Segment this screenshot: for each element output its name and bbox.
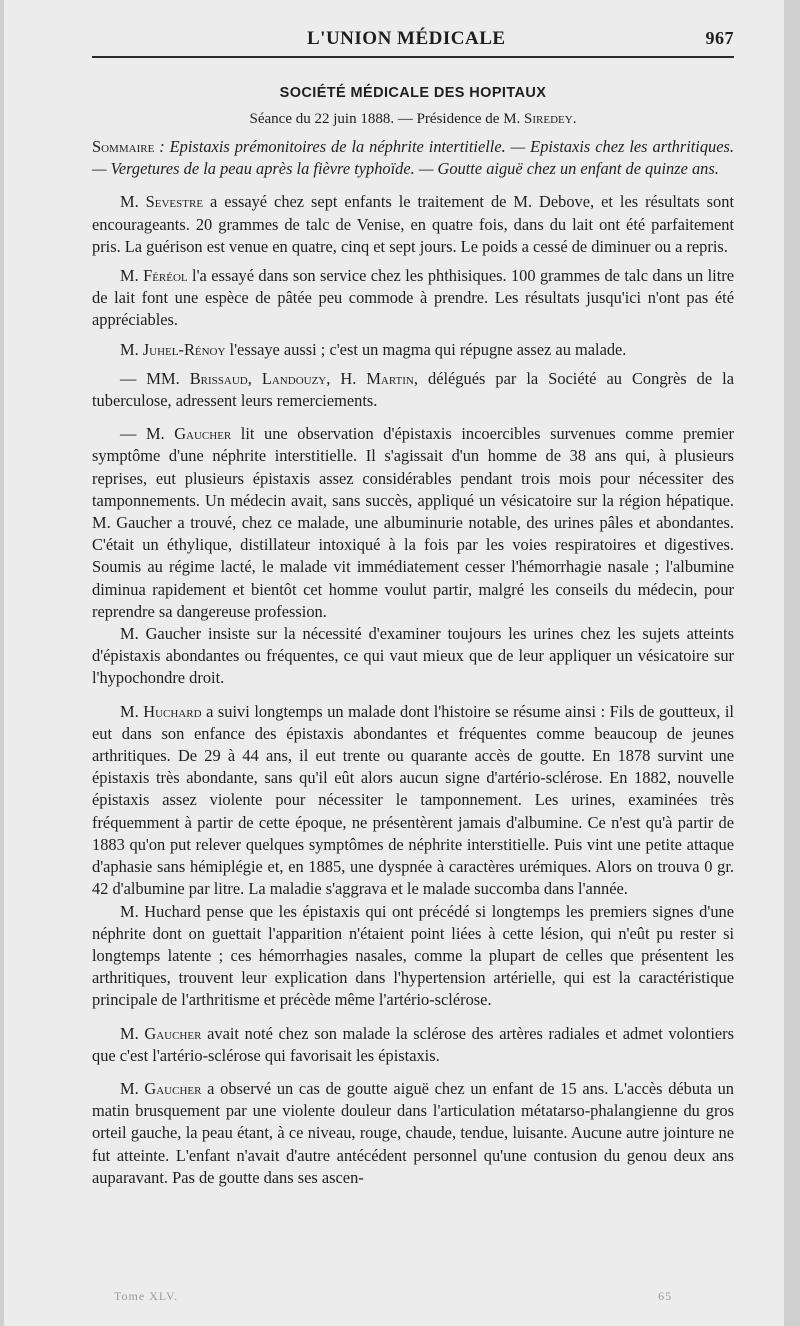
speaker-name: Brissaud, Landouzy, H. Martin [189,368,414,388]
para-text: M. Gaucher insiste sur la nécessité d'examiner toujours les urines chez les sujets atteints d'épistaxis abondantes ou fréquentes, ce qui vaut mieux que de leur appliquer un vésicatoire sur l'hypochondre droit. [92,624,734,688]
journal-title: L'UNION MÉDICALE [307,28,506,49]
para-text: l'a essayé dans son service chez les phthisiques. 100 grammes de talc dans un litre de lait font une espèce de pâtée peu commode à prendre. Les résultats jusqu'ici n'ont pas été appréciables. [92,266,734,330]
president-name: Siredey [524,111,573,127]
speaker-name: Gaucher [144,1023,202,1043]
para-prefix: M. [120,1078,145,1098]
para-prefix: M. [120,1023,145,1043]
paragraph [92,339,734,361]
paragraph [92,1023,734,1067]
para-text: a essayé chez sept enfants le traitement de M. Debove, et les résultats sont encourageants. 20 grammes de talc de Venise, en quatre fois, dans du lait ont été parfaitement pris. La guérison est venue en quatre, cinq et sept jours. Le poids a cessé de diminuer ou a repris. [92,192,734,256]
paragraph [92,701,734,901]
paragraph [92,1078,734,1189]
paragraph [92,901,734,1012]
footer-page: 65 [658,1289,673,1303]
speaker-name: Sevestre [145,192,204,212]
para-prefix: M. [120,192,146,212]
session-end: . [572,111,577,127]
para-text: a observé un cas de goutte aiguë chez un enfant de 15 ans. L'accès débuta un matin brusquement par une violente douleur dans l'articulation métatarso-phalangienne du gros orteil gauche, la peau étant, à ce niveau, rouge, chaude, tendue, luisante. Aucune autre jointure ne fut atteinte. L'enfant n'avait d'autre antécédent personnel qu'une contusion du genou deux ans auparavant. Pas de goutte dans ses ascen- [92,1078,734,1187]
para-prefix: M. [120,339,143,359]
para-text: avait noté chez son malade la sclérose des artères radiales et admet volontiers que c'est l'artério-sclérose qui favorisait les épistaxis. [92,1023,734,1065]
paragraph [92,265,734,332]
speaker-name: Féréol [143,266,188,286]
para-text: a suivi longtemps un malade dont l'histoire se résume ainsi : Fils de goutteux, il eut dans son enfance des épistaxis abondantes et fréquentes comme beaucoup de jeunes arthritiques. De 29 à 44 ans, il eut trente ou quarante accès de goutte. En 1878 survint une épistaxis très abondante, sans qu'il eût alors aucun signe d'artério-sclérose. En 1882, nouvelle épistaxis assez violente pour nécessiter le tamponnement. Les urines, examinées très fréquemment à partir de cette époque, ne présentèrent jamais d'albumine. Ce n'est qu'à partir de 1883 qu'on put relever quelques symptômes de néphrite interstitielle. Puis vint une petite attaque d'aphasie sans hémiplégie et, en 1885, une dyspnée à caractères urémiques. Alors on trouva 0 gr. 42 d'albumine par litre. La maladie s'aggrava et le malade succomba dans l'année. [92,701,734,899]
summary-text: : Epistaxis prémonitoires de la néphrite intertitielle. — Epistaxis chez les arthritiques. — Vergetures de la peau après la fièvre typhoïde. — Goutte aiguë chez un enfant de quinze ans. [92,137,734,179]
paragraph [92,191,734,258]
para-text: l'essaye aussi ; c'est un magma qui répugne assez au malade. [225,339,627,359]
para-prefix: — M. [120,424,175,444]
paragraph [92,623,734,690]
para-prefix: — MM. [120,368,190,388]
summary-label: Sommaire [92,137,155,156]
para-prefix: M. [120,266,144,286]
para-text: , délégués par la Société au Congrès de la tuberculose, adressent leurs remerciements. [92,368,734,411]
session-line [92,111,734,128]
para-text: lit une observation d'épistaxis incoercibles survenues comme premier symptôme d'une néphrite interstitielle. Il s'agissait d'un homme de 38 ans qui, à plusieurs reprises, eut plusieurs épistaxis assez considérables pendant trois mois pour nécessiter des tamponnements. Un médecin avait, sans succès, appliqué un vésicatoire sur la région hépatique. M. Gaucher a trouvé, chez ce malade, une albuminurie notable, des urines pâles et abondantes. C'était un éthylique, distillateur intoxiqué à la fois par les voies respiratoires et digestives. Soumis au régime lacté, le malade vit immédiatement cesser l'hémorrhagie nasale ; l'albumine diminua rapidement et bientôt cet homme voulut partir, malgré les conseils du médecin, pour reprendre sa dangereuse profession. [92,424,734,621]
speaker-name: Gaucher [144,1078,202,1098]
para-text: M. Huchard pense que les épistaxis qui ont précédé si longtemps les premiers signes d'une néphrite dont on guettait l'apparition n'étaient point liées à cette lésion, qui n'eût pu rester si longtemps latente ; ces hémorrhagies nasales, comme la plupart de celles que présentent les arthritiques, trouvent leur explication dans l'hypertension artérielle, qui est la caractéristique principale de l'arthritisme et précède même l'artério-sclérose. [92,901,734,1010]
paragraph [92,423,734,623]
footer-volume: Tome XLV. [114,1289,179,1303]
section-heading: SOCIÉTÉ MÉDICALE DES HOPITAUX [279,85,547,101]
speaker-name: Huchard [143,701,202,721]
para-prefix: M. [120,701,144,721]
summary [92,136,734,180]
session-text: Séance du 22 juin 1888. — Présidence de M. [249,111,525,127]
page-footer [114,1289,672,1304]
running-header [92,28,734,58]
page [4,0,784,1326]
page-number: 967 [705,28,734,48]
speaker-name: Juhel-Rénoy [142,339,226,359]
paragraph [92,368,734,412]
speaker-name: Gaucher [174,424,232,444]
